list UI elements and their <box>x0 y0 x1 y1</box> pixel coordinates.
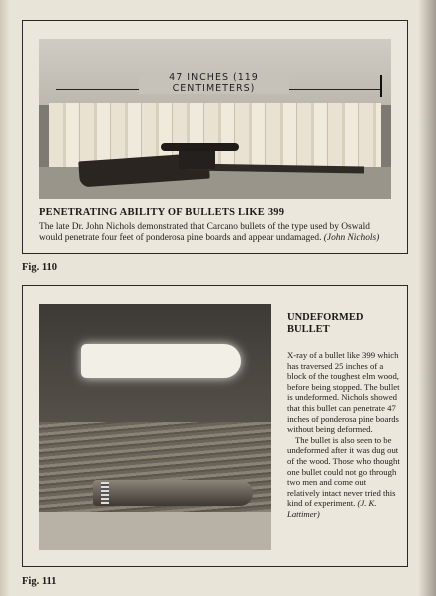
figure-110-box <box>22 20 408 254</box>
figure-111-paragraph-2-text: The bullet is also seen to be undeformed after it was dug out of the wood. Those who thought one bullet could not go through two men and come out relatively intact never tried this kind of experiment. <box>287 434 400 509</box>
figure-111-paragraph-2 <box>287 435 401 520</box>
measurement-end-mark <box>380 75 382 97</box>
xray-bullet-image <box>81 344 241 378</box>
rifle-scope <box>161 143 239 151</box>
figure-111-title: UNDEFORMED BULLET <box>287 312 364 335</box>
measurement-label: 47 INCHES (119 CENTIMETERS) <box>139 72 289 94</box>
figure-111-source: (J. K. Lattimer) <box>287 498 377 519</box>
bullet-cannelure <box>101 482 109 504</box>
rifle-action <box>179 151 215 169</box>
bullet-photo <box>39 304 271 550</box>
page-edge-shadow <box>418 0 436 596</box>
figure-110-title: PENETRATING ABILITY OF BULLETS LIKE 399 <box>39 207 285 218</box>
figure-110-caption-text: The late Dr. John Nichols demonstrated that Carcano bullets of the type used by Oswald would penetrate four feet of ponderosa pine boards and appear undamaged. <box>39 222 370 244</box>
page-binding-edge <box>0 0 10 596</box>
figure-111-caption <box>287 350 401 520</box>
figure-111-box <box>22 285 408 567</box>
recovered-bullet <box>93 480 253 506</box>
rifle-photo <box>39 39 391 199</box>
figure-111-label: Fig. 111 <box>22 576 57 587</box>
figure-110-source: (John Nichols) <box>323 233 380 244</box>
figure-110-caption <box>39 222 391 245</box>
figure-110-label: Fig. 110 <box>22 262 58 273</box>
figure-111-paragraph-1: X-ray of a bullet like 399 which has traversed 25 inches of a block of the toughest elm wood, before being stopped. The bullet is undeformed. Nichols showed that this bullet can penetrate 47 inches of ponderosa pine boards without being deformed. <box>287 350 400 435</box>
